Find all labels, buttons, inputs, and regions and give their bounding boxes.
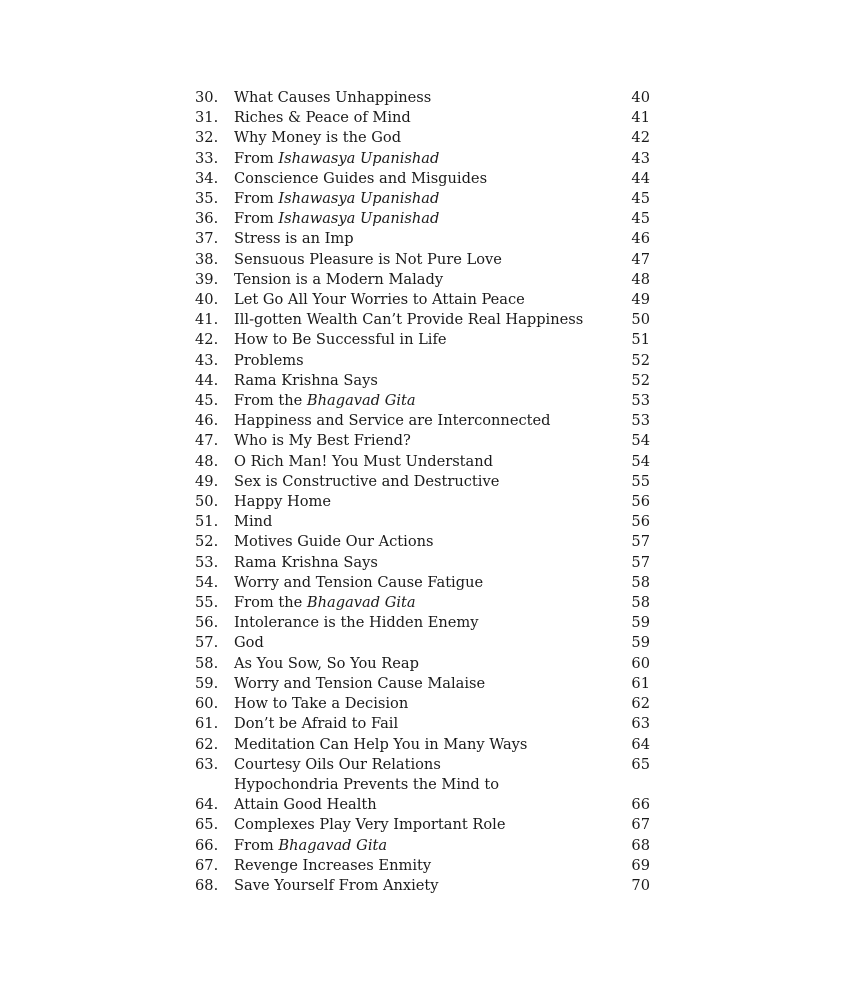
entry-number: 56. (195, 614, 219, 632)
toc-entry (195, 815, 650, 835)
entry-page-number: 51 (631, 331, 650, 349)
entry-number: 38. (195, 250, 219, 268)
entry-number: 32. (195, 129, 219, 147)
entry-page-number: 44 (631, 169, 650, 187)
entry-title-text: Ill-gotten Wealth Can’t Provide Real Happiness (234, 311, 584, 329)
entry-number: 64. (195, 796, 219, 814)
toc-entry (195, 88, 650, 108)
toc-entry (195, 593, 650, 613)
entry-title (234, 654, 610, 674)
toc-entry (195, 351, 650, 371)
entry-page-number: 61 (631, 674, 650, 692)
entry-title-text: Courtesy Oils Our Relations (234, 755, 441, 773)
entry-number: 59. (195, 674, 219, 692)
entry-title-italic: Ishawasya Upanishad (278, 210, 440, 228)
entry-page-number: 63 (631, 715, 650, 733)
entry-title (234, 250, 610, 270)
entry-title-text: How to Take a Decision (234, 695, 409, 713)
entry-number: 48. (195, 452, 219, 470)
entry-number: 39. (195, 270, 219, 288)
toc-entry (195, 836, 650, 856)
toc-entry (195, 735, 650, 755)
toc-entry (195, 755, 650, 775)
entry-title (234, 633, 610, 653)
entry-page-number: 53 (631, 392, 650, 410)
toc-entry (195, 128, 650, 148)
entry-title (234, 270, 610, 290)
entry-title-text: Sensuous Pleasure is Not Pure Love (234, 250, 502, 268)
toc-entry (195, 613, 650, 633)
entry-page-number: 45 (631, 190, 650, 208)
entry-title-text: Revenge Increases Enmity (234, 856, 432, 874)
entry-page-number: 55 (631, 472, 650, 490)
entry-title (234, 310, 610, 330)
entry-page-number: 41 (631, 109, 650, 127)
toc-entry (195, 553, 650, 573)
entry-title-text: Save Yourself From Anxiety (234, 876, 439, 894)
toc-entry (195, 108, 650, 128)
entry-title-text: Why Money is the God (234, 129, 402, 147)
entry-title-text: Who is My Best Friend? (234, 432, 411, 450)
entry-title (234, 674, 610, 694)
entry-page-number: 43 (631, 149, 650, 167)
entry-title (234, 613, 610, 633)
entry-title (234, 694, 610, 714)
entry-page-number: 58 (631, 573, 650, 591)
entry-number: 42. (195, 331, 219, 349)
entry-title (234, 836, 610, 856)
entry-number: 35. (195, 190, 219, 208)
entry-number: 66. (195, 836, 219, 854)
entry-title-text: Riches & Peace of Mind (234, 109, 411, 127)
entry-title-text: God (234, 634, 264, 652)
entry-title (234, 351, 610, 371)
entry-title (234, 593, 610, 613)
entry-number: 43. (195, 351, 219, 369)
entry-title (234, 573, 610, 593)
entry-number: 62. (195, 735, 219, 753)
entry-title (234, 532, 610, 552)
toc-entry (195, 290, 650, 310)
entry-title-italic: Bhagavad Gita (306, 392, 416, 410)
entry-title (234, 290, 610, 310)
entry-number: 58. (195, 654, 219, 672)
entry-title (234, 856, 610, 876)
entry-title-italic: Ishawasya Upanishad (278, 190, 440, 208)
entry-title-text: Rama Krishna Says (234, 371, 378, 389)
toc-entry (195, 169, 650, 189)
entry-page-number: 67 (631, 816, 650, 834)
entry-title-text: Happiness and Service are Interconnected (234, 412, 551, 430)
entry-title (234, 128, 610, 148)
toc-entry (195, 674, 650, 694)
toc-entry (195, 452, 650, 472)
entry-title-text: From the (234, 594, 307, 612)
toc-entry (195, 149, 650, 169)
entry-title (234, 149, 610, 169)
entry-page-number: 52 (631, 371, 650, 389)
entry-number: 34. (195, 169, 219, 187)
entry-number: 31. (195, 109, 219, 127)
entry-page-number: 54 (631, 452, 650, 470)
entry-number: 47. (195, 432, 219, 450)
entry-page-number: 50 (631, 311, 650, 329)
entry-title-text: Happy Home (234, 493, 331, 511)
entry-title (234, 714, 610, 734)
entry-number: 60. (195, 695, 219, 713)
entry-page-number: 69 (631, 856, 650, 874)
entry-title-text: Sex is Constructive and Destructive (234, 472, 500, 490)
entry-title (234, 553, 610, 573)
entry-page-number: 59 (631, 614, 650, 632)
entry-title-text: Worry and Tension Cause Fatigue (234, 573, 484, 591)
entry-number: 40. (195, 291, 219, 309)
entry-title-text: Hypochondria Prevents the Mind to (234, 775, 500, 793)
toc-entry (195, 633, 650, 653)
entry-title-text: Conscience Guides and Misguides (234, 169, 488, 187)
entry-page-number: 66 (631, 796, 650, 814)
entry-number: 68. (195, 876, 219, 894)
entry-title (234, 371, 610, 391)
entry-number: 54. (195, 573, 219, 591)
entry-title (234, 229, 610, 249)
entry-title-text: From (234, 836, 279, 854)
entry-page-number: 57 (631, 553, 650, 571)
entry-number: 67. (195, 856, 219, 874)
entry-number: 46. (195, 412, 219, 430)
toc-entry (195, 472, 650, 492)
toc-entry (195, 250, 650, 270)
entry-title (234, 452, 610, 472)
entry-number: 53. (195, 553, 219, 571)
entry-title (234, 735, 610, 755)
entry-page-number: 53 (631, 412, 650, 430)
entry-page-number: 54 (631, 432, 650, 450)
entry-title (234, 330, 610, 350)
entry-title-text: How to Be Successful in Life (234, 331, 447, 349)
entry-title-text: Don’t be Afraid to Fail (234, 715, 399, 733)
entry-number: 57. (195, 634, 219, 652)
entry-title (234, 431, 610, 451)
entry-page-number: 57 (631, 533, 650, 551)
entry-page-number: 52 (631, 351, 650, 369)
toc-entry (195, 714, 650, 734)
entry-title-text: Worry and Tension Cause Malaise (234, 674, 486, 692)
toc-entry (195, 492, 650, 512)
entry-title (234, 512, 610, 532)
entry-number: 45. (195, 392, 219, 410)
entry-title-text: O Rich Man! You Must Understand (234, 452, 493, 470)
entry-number: 37. (195, 230, 219, 248)
toc-entry (195, 209, 650, 229)
toc-entry (195, 189, 650, 209)
entry-page-number: 62 (631, 695, 650, 713)
entry-page-number: 47 (631, 250, 650, 268)
entry-title-italic: Bhagavad Gita (278, 836, 388, 854)
entry-title-text: Problems (234, 351, 304, 369)
entry-title-text: Tension is a Modern Malady (234, 270, 444, 288)
entry-title-text: Motives Guide Our Actions (234, 533, 434, 551)
toc-entry (195, 856, 650, 876)
entry-title-text: From (234, 190, 279, 208)
entry-page-number: 58 (631, 594, 650, 612)
entry-title-text: From the (234, 392, 307, 410)
entry-page-number: 48 (631, 270, 650, 288)
toc-entry (195, 371, 650, 391)
entry-title-text: Meditation Can Help You in Many Ways (234, 735, 528, 753)
toc-entry (195, 512, 650, 532)
entry-title (234, 755, 610, 775)
toc-entry (195, 391, 650, 411)
entry-title-text: From (234, 210, 279, 228)
entry-number: 49. (195, 472, 219, 490)
toc-entry (195, 694, 650, 714)
entry-page-number: 60 (631, 654, 650, 672)
entry-page-number: 46 (631, 230, 650, 248)
entry-page-number: 45 (631, 210, 650, 228)
entry-number: 41. (195, 311, 219, 329)
toc-entry (195, 411, 650, 431)
entry-title (234, 411, 610, 431)
entry-title (234, 472, 610, 492)
toc-entry (195, 654, 650, 674)
entry-title (234, 492, 610, 512)
entry-number: 52. (195, 533, 219, 551)
entry-title-text: Stress is an Imp (234, 230, 354, 248)
toc-entry (195, 775, 650, 815)
entry-title-text: Let Go All Your Worries to Attain Peace (234, 291, 525, 309)
entry-page-number: 56 (631, 493, 650, 511)
entry-page-number: 70 (631, 876, 650, 894)
toc-entry (195, 431, 650, 451)
entry-title-italic: Ishawasya Upanishad (278, 149, 440, 167)
entry-number: 33. (195, 149, 219, 167)
entry-page-number: 49 (631, 291, 650, 309)
entry-number: 63. (195, 755, 219, 773)
toc-entry (195, 330, 650, 350)
toc-entry (195, 310, 650, 330)
toc-entry (195, 876, 650, 896)
entry-page-number: 59 (631, 634, 650, 652)
entry-number: 55. (195, 594, 219, 612)
entry-number: 30. (195, 89, 219, 106)
toc-entry (195, 532, 650, 552)
entry-number: 65. (195, 816, 219, 834)
toc-entry (195, 573, 650, 593)
entry-title-text: From (234, 149, 279, 167)
entry-title (234, 391, 610, 411)
entry-page-number: 68 (631, 836, 650, 854)
entry-title (234, 209, 610, 229)
entry-number: 61. (195, 715, 219, 733)
entry-title (234, 169, 610, 189)
toc-entry (195, 229, 650, 249)
entry-title (234, 189, 610, 209)
table-of-contents (195, 88, 650, 896)
entry-number: 50. (195, 493, 219, 511)
entry-title-text: Rama Krishna Says (234, 553, 378, 571)
entry-page-number: 56 (631, 513, 650, 531)
entry-title (234, 88, 610, 108)
entry-title-italic: Bhagavad Gita (306, 594, 416, 612)
entry-number: 51. (195, 513, 219, 531)
entry-title-text: What Causes Unhappiness (234, 89, 432, 106)
entry-title-text: Mind (234, 513, 273, 531)
entry-title (234, 108, 610, 128)
entry-number: 36. (195, 210, 219, 228)
entry-page-number: 64 (631, 735, 650, 753)
entry-page-number: 65 (631, 755, 650, 773)
entry-title (234, 775, 610, 815)
toc-entry (195, 270, 650, 290)
entry-page-number: 42 (631, 129, 650, 147)
entry-title-text: Attain Good Health (234, 796, 377, 814)
entry-title (234, 815, 610, 835)
entry-title-text: Intolerance is the Hidden Enemy (234, 614, 479, 632)
entry-number: 44. (195, 371, 219, 389)
entry-title (234, 876, 610, 896)
entry-title-text: Complexes Play Very Important Role (234, 816, 506, 834)
entry-page-number: 40 (631, 89, 650, 106)
entry-title-text: As You Sow, So You Reap (234, 654, 419, 672)
